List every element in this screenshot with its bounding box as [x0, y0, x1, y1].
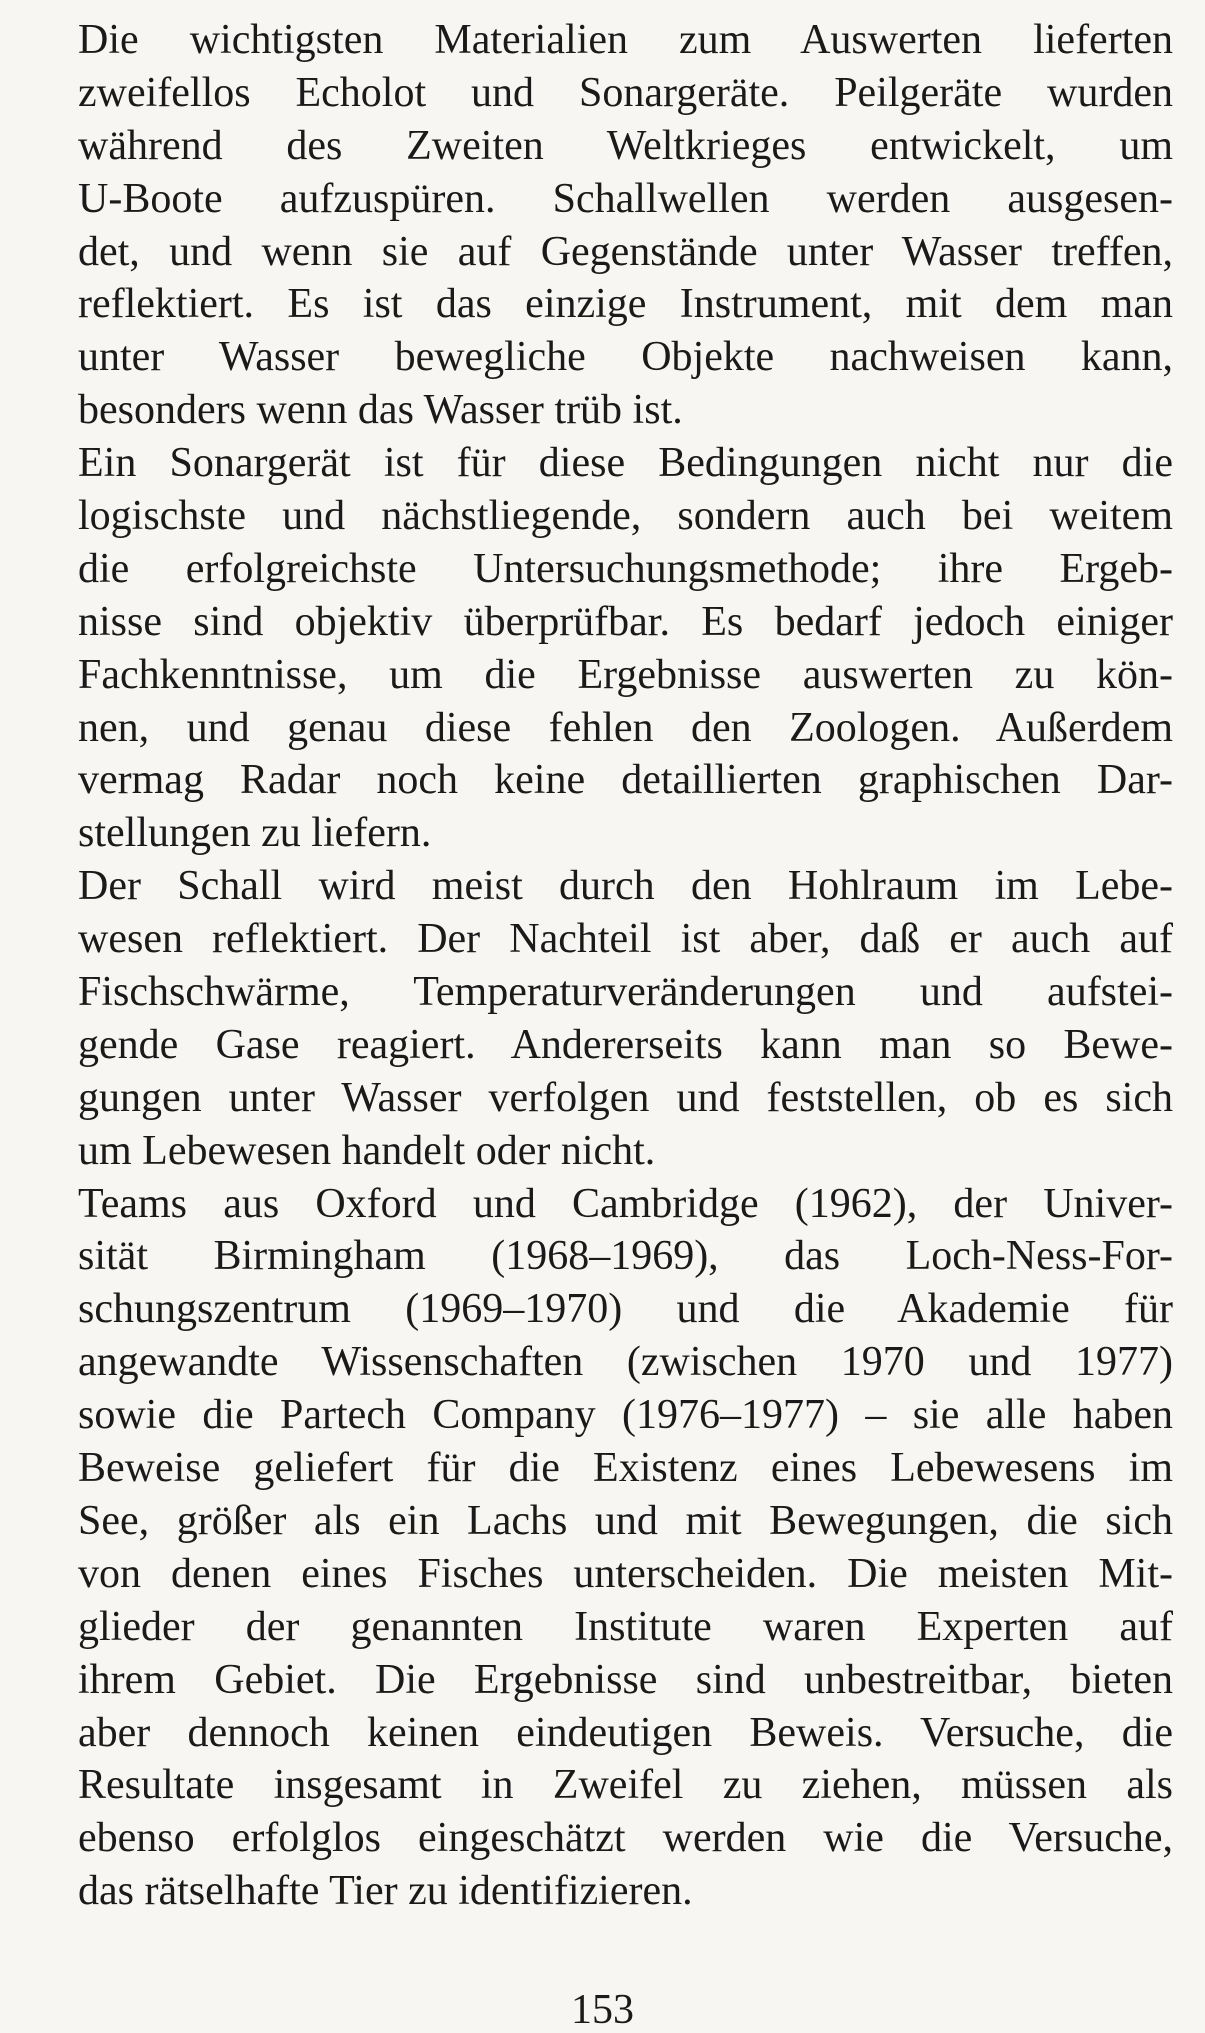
- paragraph: [78, 1178, 1173, 1918]
- text-line: ihrem Gebiet. Die Ergebnisse sind unbestreitbar, bieten: [78, 1656, 1173, 1703]
- text-line: gungen unter Wasser verfolgen und feststellen, ob es sich: [78, 1074, 1173, 1121]
- text-line: sowie die Partech Company (1976–1977) – sie alle haben: [78, 1392, 1173, 1439]
- text-line: logischste und nächstliegende, sondern auch bei weitem: [78, 493, 1173, 540]
- text-line: ebenso erfolglos eingeschätzt werden wie die Versuche,: [78, 1815, 1173, 1862]
- text-line: See, größer als ein Lachs und mit Bewegungen, die sich: [78, 1497, 1173, 1544]
- text-line: nisse sind objektiv überprüfbar. Es bedarf jedoch einiger: [78, 598, 1173, 645]
- text-line: angewandte Wissenschaften (zwischen 1970 und 1977): [78, 1339, 1173, 1386]
- text-line: schungszentrum (1969–1970) und die Akademie für: [78, 1286, 1173, 1333]
- body-text: [78, 14, 1173, 1918]
- text-line: sität Birmingham (1968–1969), das Loch-Ness-For-: [78, 1233, 1173, 1280]
- text-line: Ein Sonargerät ist für diese Bedingungen nicht nur die: [78, 440, 1173, 487]
- text-line: Resultate insgesamt in Zweifel zu ziehen, müssen als: [78, 1762, 1173, 1809]
- text-line: besonders wenn das Wasser trüb ist.: [78, 387, 683, 434]
- paragraph: [78, 437, 1173, 860]
- text-line: um Lebewesen handelt oder nicht.: [78, 1127, 656, 1174]
- text-line: Fischschwärme, Temperaturveränderungen und aufstei-: [78, 969, 1173, 1016]
- text-line: das rätselhafte Tier zu identifizieren.: [78, 1868, 693, 1915]
- text-line: Der Schall wird meist durch den Hohlraum im Lebe-: [78, 863, 1173, 910]
- text-line: Fachkenntnisse, um die Ergebnisse auswerten zu kön-: [78, 651, 1173, 698]
- paragraph: [78, 14, 1173, 437]
- text-line: glieder der genannten Institute waren Experten auf: [78, 1603, 1173, 1650]
- text-line: während des Zweiten Weltkrieges entwickelt, um: [78, 122, 1173, 169]
- text-line: aber dennoch keinen eindeutigen Beweis. Versuche, die: [78, 1709, 1173, 1756]
- text-line: nen, und genau diese fehlen den Zoologen. Außerdem: [78, 704, 1173, 751]
- text-line: reflektiert. Es ist das einzige Instrument, mit dem man: [78, 281, 1173, 328]
- text-line: stellungen zu liefern.: [78, 810, 432, 857]
- text-line: Die wichtigsten Materialien zum Auswerten lieferten: [78, 17, 1173, 63]
- text-line: von denen eines Fisches unterscheiden. Die meisten Mit-: [78, 1550, 1173, 1597]
- text-line: wesen reflektiert. Der Nachteil ist aber, daß er auch auf: [78, 916, 1173, 963]
- paragraph: [78, 860, 1173, 1177]
- text-line: zweifellos Echolot und Sonargeräte. Peilgeräte wurden: [78, 69, 1173, 116]
- text-line: gende Gase reagiert. Andererseits kann man so Bewe-: [78, 1021, 1173, 1068]
- text-line: die erfolgreichste Untersuchungsmethode; ihre Ergeb-: [78, 545, 1173, 592]
- text-line: unter Wasser bewegliche Objekte nachweisen kann,: [78, 334, 1173, 381]
- page-number: 153: [571, 1987, 634, 2033]
- text-line: U-Boote aufzuspüren. Schallwellen werden ausgesen-: [78, 175, 1173, 222]
- text-line: Beweise geliefert für die Existenz eines Lebewesens im: [78, 1445, 1173, 1492]
- text-line: vermag Radar noch keine detaillierten graphischen Dar-: [78, 757, 1173, 804]
- text-line: Teams aus Oxford und Cambridge (1962), der Univer-: [78, 1180, 1173, 1227]
- text-line: det, und wenn sie auf Gegenstände unter Wasser treffen,: [78, 228, 1173, 275]
